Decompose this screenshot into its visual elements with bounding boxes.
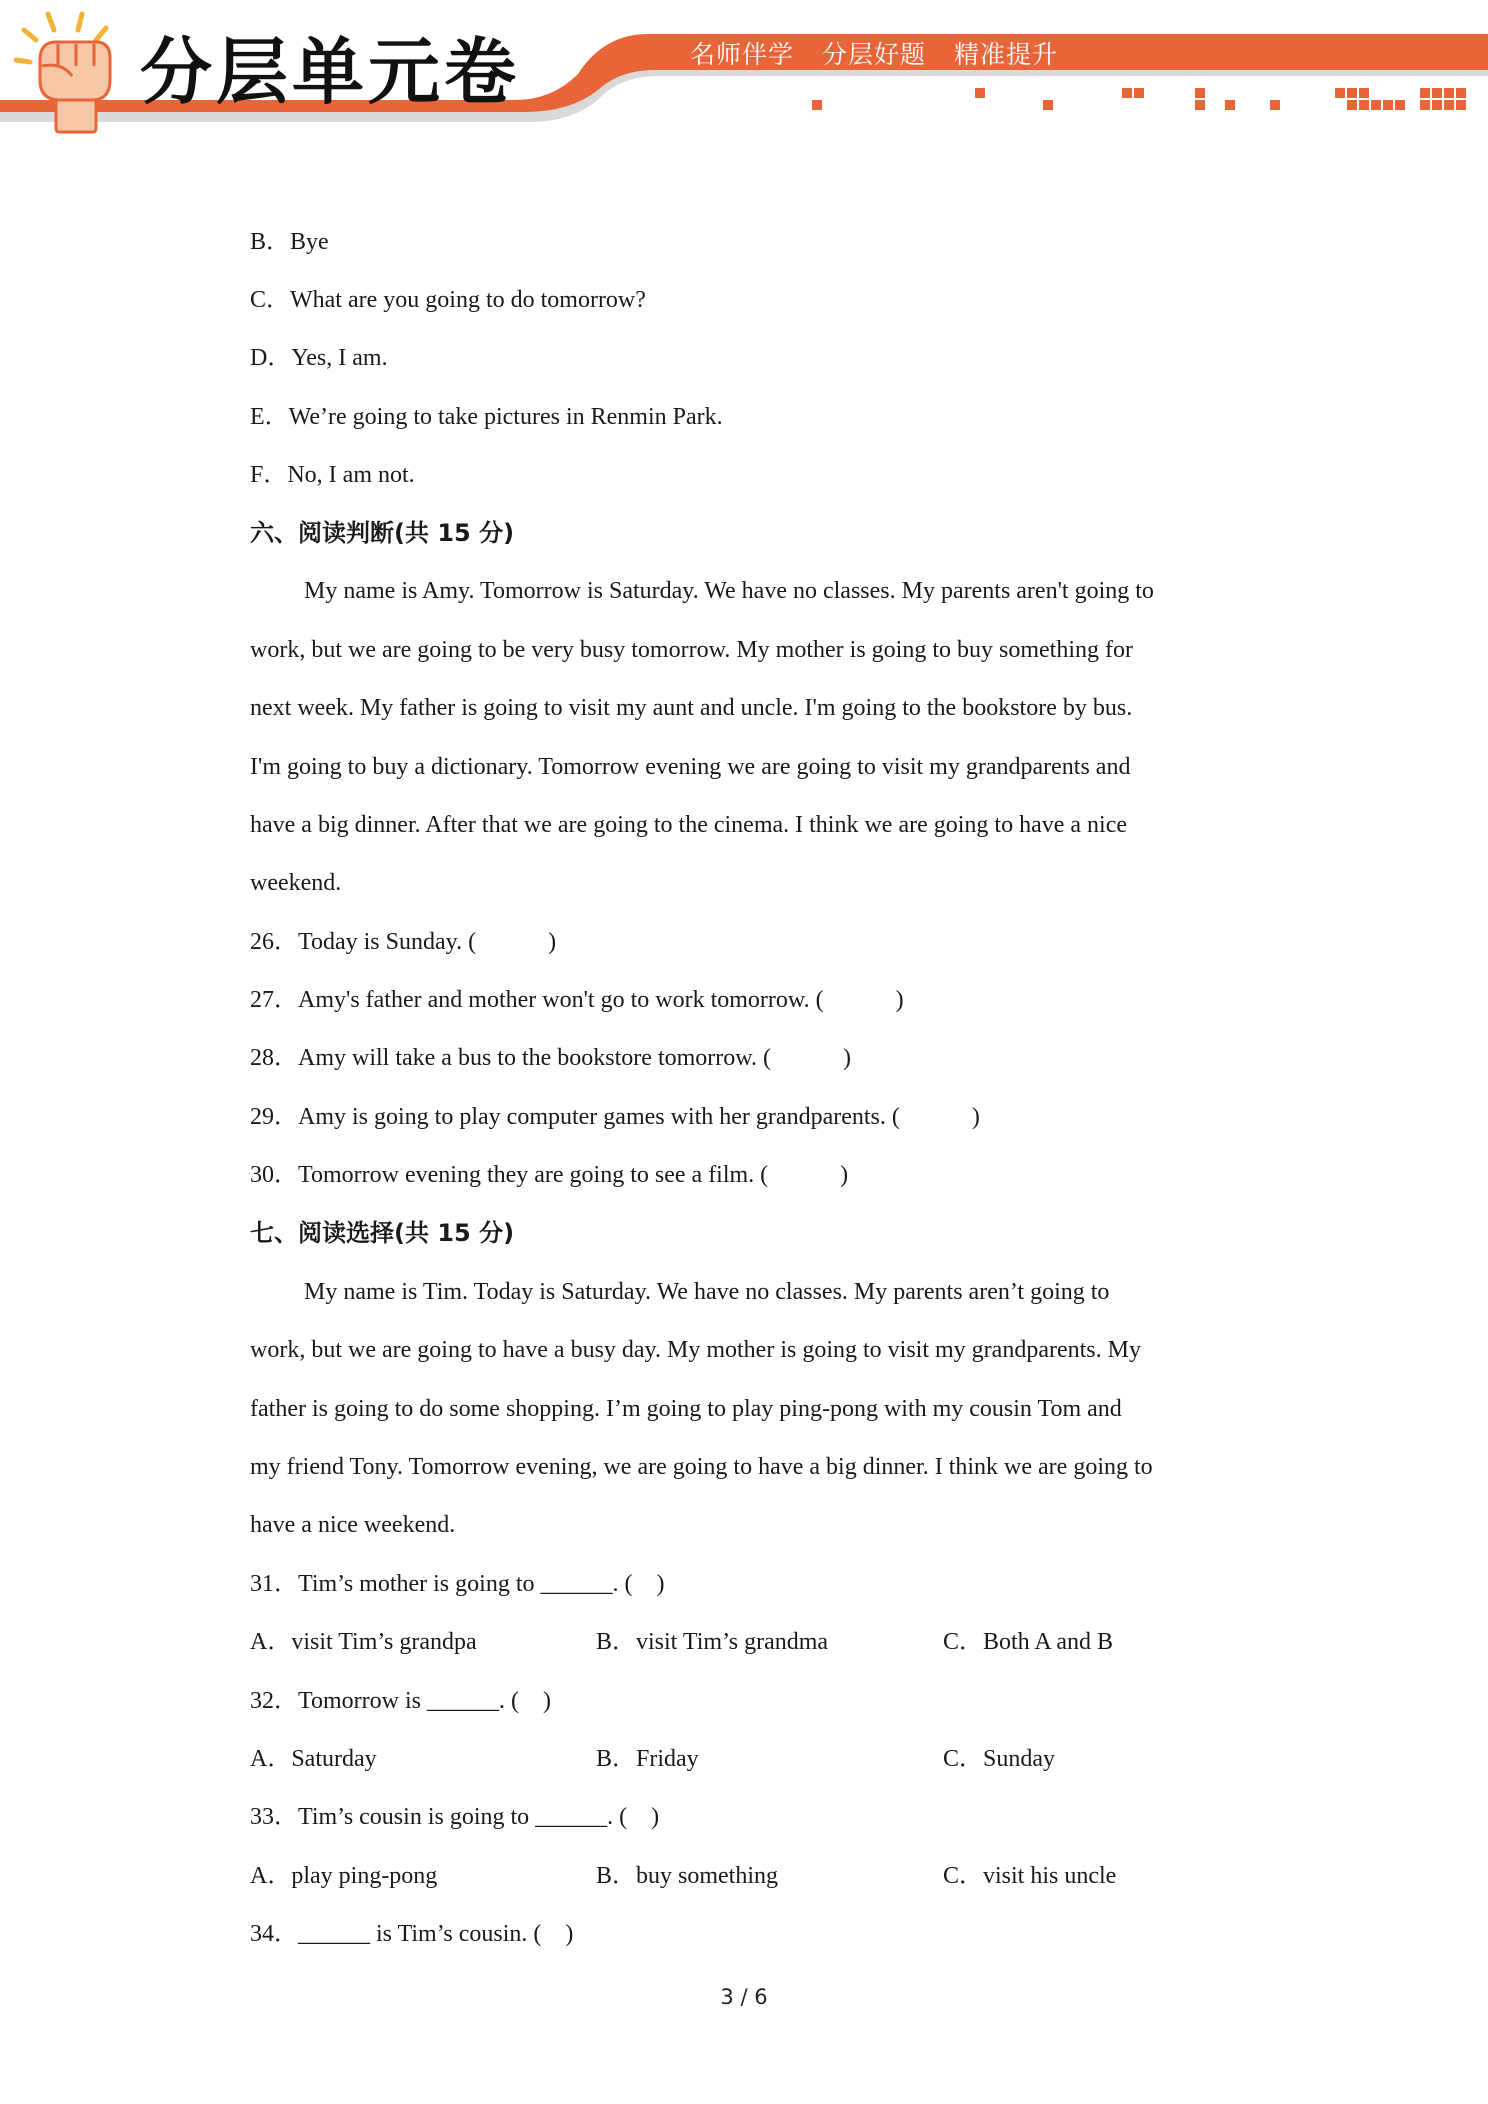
passage-line: have a big dinner. After that we are going to the cinema. I think we are going to have a nice (250, 812, 1128, 838)
passage-line: work, but we are going to be very busy tomorrow. My mother is going to buy something for (250, 637, 1133, 663)
answer-option: C．What are you going to do tomorrow? (250, 287, 646, 313)
question-item: 27．Amy's father and mother won't go to work tomorrow. ( ) (250, 987, 904, 1013)
answer-option: D．Yes, I am. (250, 345, 388, 371)
slogan-item: 分层好题 (822, 40, 927, 69)
passage-line: My name is Amy. Tomorrow is Saturday. We have no classes. My parents aren't going to (304, 578, 1154, 604)
choice-option: C．visit his uncle (943, 1863, 1117, 1889)
passage-line: work, but we are going to have a busy day. My mother is going to visit my grandparents. My (250, 1337, 1141, 1363)
passage-line: next week. My father is going to visit my aunt and uncle. I'm going to the bookstore by bus. (250, 695, 1133, 721)
answer-option: B．Bye (250, 229, 329, 255)
passage-line: My name is Tim. Today is Saturday. We have no classes. My parents aren’t going to (304, 1279, 1110, 1305)
question-stem: 32．Tomorrow is ______. ( ) (250, 1688, 551, 1714)
question-stem: 34．______ is Tim’s cousin. ( ) (250, 1921, 574, 1947)
slogan-item: 精准提升 (954, 40, 1059, 69)
choice-option: A．visit Tim’s grandpa (250, 1629, 477, 1655)
choice-option: A．Saturday (250, 1746, 377, 1772)
passage-line: have a nice weekend. (250, 1512, 456, 1538)
choice-option: C．Sunday (943, 1746, 1056, 1772)
choice-option: B．Friday (596, 1746, 699, 1772)
choice-option: B．visit Tim’s grandma (596, 1629, 829, 1655)
answer-option: E．We’re going to take pictures in Renmin Park. (250, 404, 723, 430)
question-stem: 33．Tim’s cousin is going to ______. ( ) (250, 1804, 660, 1830)
brand-title: 分层单元卷 (140, 30, 521, 114)
choice-option: C．Both A and B (943, 1629, 1114, 1655)
question-item: 26．Today is Sunday. ( ) (250, 929, 557, 955)
slogan-item: 名师伴学 (690, 40, 795, 69)
question-stem: 31．Tim’s mother is going to ______. ( ) (250, 1571, 665, 1597)
header-slogans (690, 34, 1058, 72)
choice-option: A．play ping-pong (250, 1863, 438, 1889)
section-heading: 七、阅读选择(共 15 分) (250, 1219, 515, 1247)
choice-option: B．buy something (596, 1863, 779, 1889)
question-item: 28．Amy will take a bus to the bookstore tomorrow. ( ) (250, 1045, 852, 1071)
section-heading: 六、阅读判断(共 15 分) (250, 519, 515, 547)
answer-option: F．No, I am not. (250, 462, 415, 488)
passage-line: I'm going to buy a dictionary. Tomorrow evening we are going to visit my grandparents and (250, 754, 1131, 780)
passage-line: weekend. (250, 870, 342, 896)
passage-line: father is going to do some shopping. I’m going to play ping-pong with my cousin Tom and (250, 1396, 1122, 1422)
page-header (0, 0, 1488, 140)
question-item: 29．Amy is going to play computer games with her grandparents. ( ) (250, 1104, 980, 1130)
question-item: 30．Tomorrow evening they are going to see a film. ( ) (250, 1162, 849, 1188)
page-number: 3 / 6 (720, 1985, 768, 2009)
passage-line: my friend Tony. Tomorrow evening, we are going to have a big dinner. I think we are going to (250, 1454, 1153, 1480)
